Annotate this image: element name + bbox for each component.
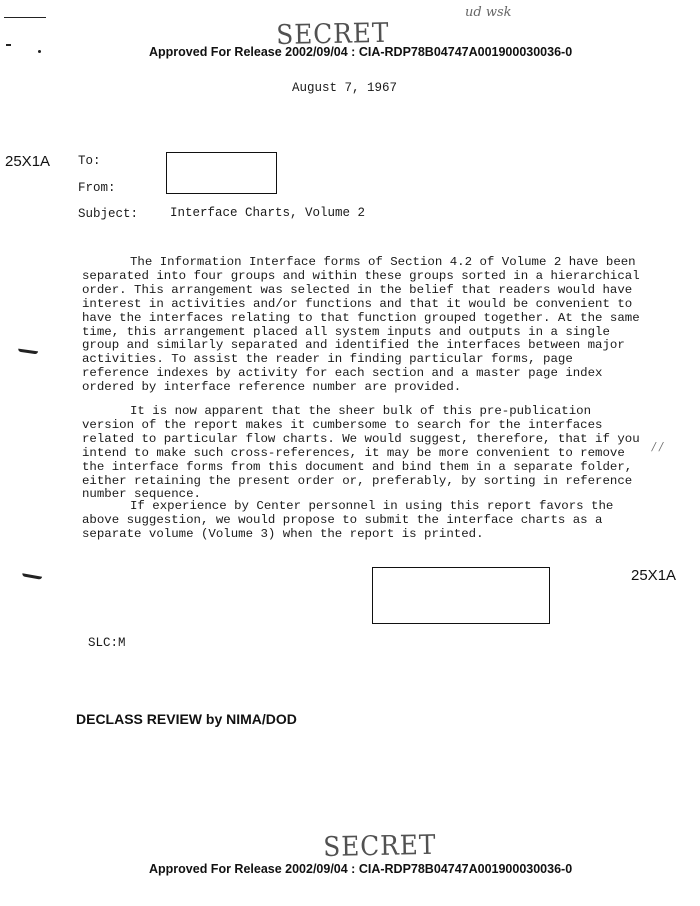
declass-review-label: DECLASS REVIEW by NIMA/DOD — [76, 711, 297, 727]
release-banner-bottom: Approved For Release 2002/09/04 : CIA-RDP78B04747A001900030036-0 — [149, 862, 573, 876]
subject-label: Subject: — [78, 207, 139, 221]
typist-initials: SLC:M — [88, 636, 126, 650]
release-banner-top: Approved For Release 2002/09/04 : CIA-RDP78B04747A001900030036-0 — [149, 45, 573, 59]
paragraph-3: If experience by Center personnel in using this report favors the above suggestion, we would propose to submit the interface charts as a separate volume (Volume 3) when the report is printed. — [82, 499, 614, 541]
from-label: From: — [78, 181, 116, 195]
redacted-signature-box — [372, 567, 550, 624]
punch-mark — [6, 44, 11, 46]
to-label: To: — [78, 154, 101, 168]
memo-date: August 7, 1967 — [292, 81, 398, 95]
paragraph-1: The Information Interface forms of Section 4.2 of Volume 2 have been separated into four groups and within these groups sorted in a hierarchical order. This arrangement was selected in the belief that readers would have interest in activities and/or functions and that it would be convenient to have the interfaces relating to that function grouped together. At the same time, this arrangement placed all system inputs and outputs in a single group and similarly separated and identified the interfaces between major activities. To assist the reader in finding particular forms, page reference indexes by activity for each section and a master page index ordered by interface reference number are provided. — [82, 255, 640, 395]
classification-stamp-bottom: SECRET — [323, 829, 437, 863]
handwritten-note: ud wsk — [465, 5, 512, 20]
redaction-code-right: 25X1A — [631, 567, 677, 584]
margin-scribble: / / — [652, 440, 663, 453]
paragraph-2: It is now apparent that the sheer bulk of this pre-publication version of the report makes it cumbersome to search for the interfaces related to particular flow charts. We would suggest, therefore, that if you intend to make such cross-references, it may be more convenient to remove the interface forms from this document and bind them in a separate folder, either retaining the present order or, preferably, by sorting in reference number sequence. — [82, 404, 640, 502]
margin-mark — [22, 573, 42, 579]
classification-stamp-top: SECRET — [276, 17, 390, 51]
top-rule — [4, 17, 46, 18]
redacted-recipient-box — [166, 152, 277, 194]
punch-mark — [38, 50, 41, 53]
subject-value: Interface Charts, Volume 2 — [170, 206, 366, 220]
redaction-code-left: 25X1A — [5, 153, 51, 170]
margin-mark — [18, 349, 38, 355]
